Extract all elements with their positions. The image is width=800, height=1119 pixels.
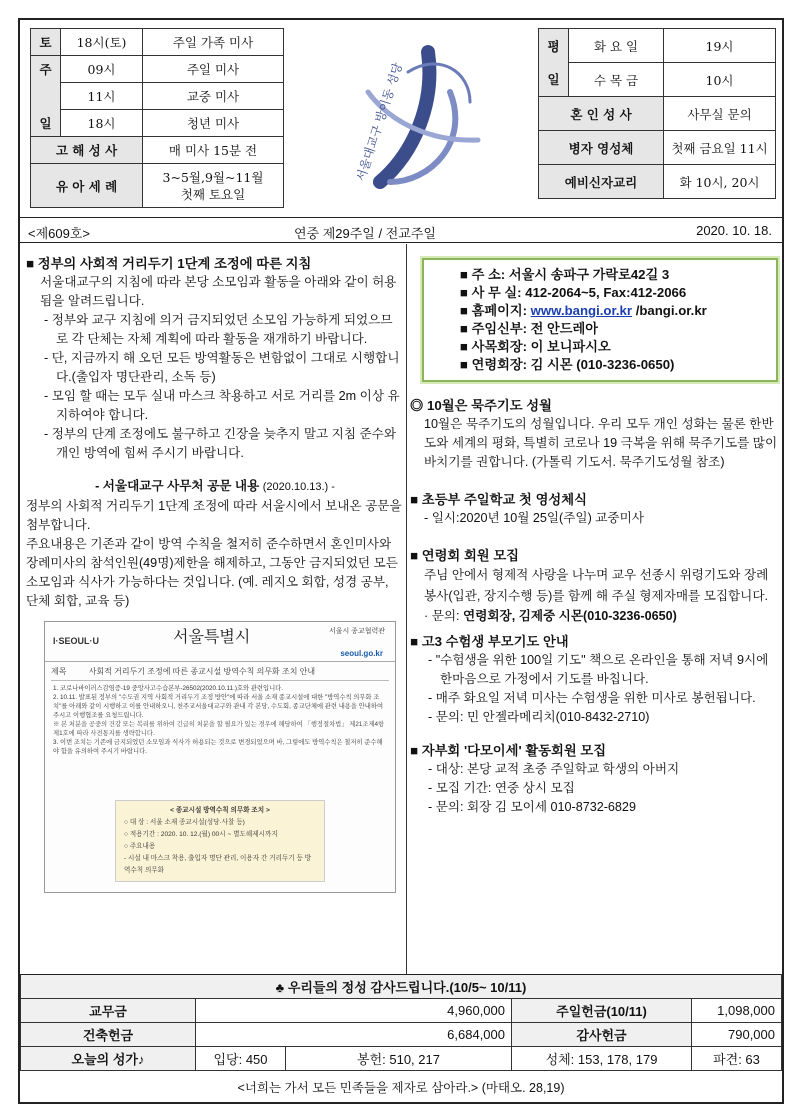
rosary-text: 10월은 묵주기도의 성월입니다. 우리 모두 개인 성화는 물론 한반도와 세계의 평화, 특별히 코로나 19 극복을 위해 묵주기도를 많이 바치기를 권합니다. (가톨릭 기도서. 묵주기도성월 참조) bbox=[424, 417, 778, 469]
hymn-entry: 입당: 450 bbox=[196, 1047, 286, 1071]
catechism-label: 예비신자교리 bbox=[539, 165, 664, 199]
exam-prayer-item: - 매주 화요일 저녁 미사는 수험생을 위한 미사로 봉헌됩니다. bbox=[428, 691, 756, 705]
offering-label: 건축헌금 bbox=[21, 1023, 196, 1047]
day-sun-top: 주 bbox=[31, 56, 61, 83]
offering-value: 1,098,000 bbox=[692, 999, 782, 1023]
contact-row bbox=[460, 356, 766, 374]
exam-prayer-item: - 문의: 민 안젤라메리치(010-8432-2710) bbox=[428, 710, 650, 724]
contact-label: ■ 사목회장: bbox=[460, 339, 527, 354]
time-cell: 11시 bbox=[61, 83, 143, 110]
offering-value: 790,000 bbox=[692, 1023, 782, 1047]
infant-baptism-value bbox=[143, 164, 284, 208]
yeonryeong-contact: 연령회장, 김제중 시몬(010-3236-0650) bbox=[463, 609, 677, 623]
diocese-notice-date: (2020.10.13.) - bbox=[262, 481, 335, 493]
notice-box-line: ○ 주요내용 bbox=[124, 843, 156, 850]
offering-title: ♣ 우리들의 정성 감사드립니다.(10/5~ 10/11) bbox=[21, 975, 782, 999]
seoul-city-title: 서울특별시 bbox=[173, 629, 251, 646]
left-column bbox=[26, 254, 404, 893]
confession-value: 매 미사 15분 전 bbox=[143, 137, 284, 164]
notice-body bbox=[53, 684, 387, 756]
contact-label: ■ 주임신부: bbox=[460, 321, 527, 336]
notice-subject: 사회적 거리두기 조정에 따른 종교시설 방역수칙 의무화 조치 안내 bbox=[88, 667, 316, 676]
right-column bbox=[410, 254, 780, 817]
yeonryeong-text: 주님 안에서 형제적 사랑을 나누며 교우 선종시 위령기도와 장례봉사(입관, 장지수행 등)를 함께 해 주실 형제자매를 모집합니다. bbox=[424, 568, 769, 603]
logo-text: 서울대교구 방이동 성당 bbox=[353, 61, 406, 183]
weekday-label-bottom: 일 bbox=[539, 63, 569, 97]
notice-box-line: - 시설 내 마스크 착용, 출입자 명단 관리, 이용자 간 거리두기 등 방역수칙 의무화 bbox=[124, 855, 312, 874]
fathers-club-title: ■ 자부회 '다모이세' 활동회원 모집 bbox=[410, 743, 607, 758]
day-sun-mid bbox=[31, 83, 61, 110]
first-communion-text: - 일시:2020년 10월 25일(주일) 교중미사 bbox=[424, 511, 644, 525]
distancing-item: - 모임 할 때는 모두 실내 마스크 착용하고 서로 거리를 2m 이상 유지하여야 합니다. bbox=[44, 389, 400, 422]
contact-row bbox=[460, 320, 766, 338]
hymns-label: 오늘의 성가♪ bbox=[21, 1047, 196, 1071]
contact-label: ■ 사 무 실: bbox=[460, 285, 522, 300]
offering-label: 교무금 bbox=[21, 999, 196, 1023]
exam-prayer-title: ■ 고3 수험생 부모기도 안내 bbox=[410, 634, 569, 649]
weekday-day: 화 요 일 bbox=[569, 29, 664, 63]
day-sun-bottom: 일 bbox=[31, 110, 61, 137]
seoul-web: seoul.go.kr bbox=[340, 649, 383, 658]
time-cell: 18시 bbox=[61, 110, 143, 137]
mass-cell: 주일 가족 미사 bbox=[143, 29, 284, 56]
weekday-time: 19시 bbox=[664, 29, 776, 63]
notice-box-line: ○ 적용기간 : 2020. 10. 12.(월) 00시 ~ 별도해제시까지 bbox=[124, 831, 278, 838]
sick-communion-value: 첫째 금요일 11시 bbox=[664, 131, 776, 165]
diocese-notice-text: 주요내용은 기존과 같이 방역 수칙을 철저히 준수하면서 혼인미사와 장례미사의 참석인원(49명)제한을 해제하고, 그동안 금지되었던 모든 소모임과 식사가 가능하다는 것입니다. (예. 레지오 회합, 성경 공부, 단체 회합, 교육 등) bbox=[26, 537, 398, 608]
time-cell: 09시 bbox=[61, 56, 143, 83]
contact-value: /bangi.or.kr bbox=[635, 303, 707, 318]
mass-cell: 교중 미사 bbox=[143, 83, 284, 110]
notice-line: 3. 이번 조치는 기존에 금지되었던 소모임과 식사가 허용되는 것으로 변경되었으며 바, 그렇에도 방역수칙은 철저히 준수해야 함을 유의하여 주시기 바랍니다. bbox=[53, 739, 383, 755]
exam-prayer-item: - "수험생을 위한 100일 기도" 책으로 온라인을 통해 저녁 9시에 한마음으로 가정에서 기도를 바칩니다. bbox=[428, 653, 769, 686]
infant-baptism-label: 유 아 세 례 bbox=[31, 164, 143, 208]
hymn-offertory: 봉헌: 510, 217 bbox=[286, 1047, 512, 1071]
hymn-dismissal: 파견: 63 bbox=[692, 1047, 782, 1071]
seoul-dept: 서울시 종교협력관 bbox=[328, 628, 385, 635]
distancing-intro: 서울대교구의 지침에 따라 본당 소모임과 활동을 아래와 같이 허용됨을 알려드립니다. bbox=[40, 275, 397, 308]
offering-value: 6,684,000 bbox=[196, 1023, 512, 1047]
sunday-title: 연중 제29주일 / 전교주일 bbox=[294, 226, 436, 241]
marriage-label: 혼 인 성 사 bbox=[539, 97, 664, 131]
marriage-value: 사무실 문의 bbox=[664, 97, 776, 131]
distancing-item: - 정부와 교구 지침에 의거 금지되었던 소모임 가능하게 되었으므로 각 단체는 자체 계획에 따라 활동을 재개하기 바랍니다. bbox=[44, 313, 393, 346]
issue-info-bar bbox=[20, 217, 782, 243]
yeonryeong-section bbox=[410, 546, 780, 626]
fathers-club-item: - 문의: 회장 김 모이세 010-8732-6829 bbox=[428, 800, 636, 814]
contact-row bbox=[460, 266, 766, 284]
seoul-city-notice-image bbox=[44, 621, 396, 893]
contact-value: 김 시몬 (010-3236-0650) bbox=[530, 357, 675, 372]
contact-row bbox=[460, 338, 766, 356]
hymn-communion: 성체: 153, 178, 179 bbox=[512, 1047, 692, 1071]
weekday-schedule bbox=[538, 28, 776, 199]
distancing-item: - 단, 지금까지 해 오던 모든 방역활동은 변함없이 그대로 시행합니다.(출입자 명단관리, 소독 등) bbox=[44, 351, 400, 384]
fathers-club-item: - 모집 기간: 연중 상시 모집 bbox=[428, 781, 575, 795]
distancing-title: ■ 정부의 사회적 거리두기 1단계 조정에 따른 지침 bbox=[26, 256, 312, 271]
exam-prayer-section bbox=[410, 632, 780, 727]
notice-subject-label: 제목 bbox=[51, 667, 67, 676]
contact-row bbox=[460, 284, 766, 302]
confession-label: 고 해 성 사 bbox=[31, 137, 143, 164]
issue-number: <제609호> bbox=[28, 226, 90, 241]
contact-label: ■ 홈페이지: bbox=[460, 303, 527, 318]
mass-cell: 청년 미사 bbox=[143, 110, 284, 137]
diocese-notice-text: 정부의 사회적 거리두기 1단계 조정에 따라 서울시에서 보내온 공문을 첨부합니다. bbox=[26, 499, 402, 532]
notice-measures-box bbox=[115, 800, 325, 882]
yeonryeong-title: ■ 연령회 회원 모집 bbox=[410, 548, 520, 563]
rosary-title: ◎ 10월은 묵주기도 성월 bbox=[410, 398, 552, 413]
parish-contact-box bbox=[422, 258, 778, 382]
issue-date: 2020. 10. 18. bbox=[696, 223, 772, 238]
contact-value: 412-2064~5, Fax:412-2066 bbox=[525, 285, 687, 300]
notice-box-title: < 종교시설 방역수칙 의무화 조치 > bbox=[170, 807, 270, 814]
sunday-mass-schedule bbox=[30, 28, 284, 208]
scripture-quote: <너희는 가서 모든 민족들을 제자로 삼아라.> (마태오. 28,19) bbox=[237, 1081, 565, 1095]
column-divider bbox=[406, 244, 407, 974]
notice-header bbox=[45, 622, 395, 662]
offering-table bbox=[20, 974, 782, 1071]
yeonryeong-contact-row bbox=[410, 607, 780, 626]
infant-value-line: 3~5월,9월~11월 bbox=[162, 169, 264, 185]
infant-value-line: 첫째 토요일 bbox=[180, 186, 246, 202]
yeonryeong-contact-label: · 문의: bbox=[424, 609, 460, 623]
contact-row bbox=[460, 302, 766, 320]
day-sat: 토 bbox=[31, 29, 61, 56]
distancing-item: - 정부의 단계 조정에도 불구하고 긴장을 늦추지 말고 지침 준수와 개인 방역에 힘써 주시기 바랍니다. bbox=[44, 427, 396, 460]
fathers-club-section bbox=[410, 741, 780, 817]
weekday-day: 수 목 금 bbox=[569, 63, 664, 97]
first-communion-section bbox=[410, 490, 780, 528]
first-communion-title: ■ 초등부 주일학교 첫 영성체식 bbox=[410, 492, 587, 507]
rosary-section bbox=[410, 396, 780, 472]
sick-communion-label: 병자 영성체 bbox=[539, 131, 664, 165]
offering-value: 4,960,000 bbox=[196, 999, 512, 1023]
homepage-link[interactable]: www.bangi.or.kr bbox=[530, 303, 633, 318]
offering-label: 주일헌금(10/11) bbox=[512, 999, 692, 1023]
contact-value: 전 안드레아 bbox=[530, 321, 599, 336]
notice-subject-row bbox=[51, 666, 389, 681]
notice-line: 2. 10.11. 발표된 정부의 "수도권 지역 사회적 거리두기 조정 방안"에 따라 서울 소재 종교시설에 대한 "방역수칙 의무화 조치"를 아래와 같이 시행하고 이를 안내하오니, 천주교서울대교구와 관내 각 본당, 수도회, 종교단체에 관련 내용을 안내하여 주시고 이행협조를 요청드립니다. bbox=[53, 694, 384, 719]
diocese-notice-heading bbox=[26, 477, 404, 497]
diocese-notice-title: - 서울대교구 사무처 공문 내용 bbox=[95, 479, 260, 493]
bulletin-page bbox=[18, 18, 784, 1104]
weekday-label-top: 평 bbox=[539, 29, 569, 63]
fathers-club-item: - 대상: 본당 교적 초중 주일학교 학생의 아버지 bbox=[428, 762, 680, 776]
notice-box-line: ○ 대 상 : 서울 소재 종교시설(성당·사찰 등) bbox=[124, 819, 245, 826]
time-cell: 18시(토) bbox=[61, 29, 143, 56]
contact-value: 이 보니파시오 bbox=[530, 339, 611, 354]
notice-line: ※ 본 처분을 공중의 건강 또는 복리를 위하여 긴급히 처분을 할 필요가 있는 경우에 해당하여 「행정절차법」 제21조제4항제1호에 따라 사전통지를 생략합니다. bbox=[53, 721, 385, 737]
seoul-brand: I·SEOUL·U bbox=[53, 636, 99, 646]
offering-label: 감사헌금 bbox=[512, 1023, 692, 1047]
notice-line: 1. 코로나바이러스감염증-19 중앙사고수습본부-26502(2020.10.11.)호와 관련입니다. bbox=[53, 685, 284, 692]
contact-value: 서울시 송파구 가락로42길 3 bbox=[508, 267, 670, 282]
parish-logo bbox=[320, 32, 490, 202]
catechism-value: 화 10시, 20시 bbox=[664, 165, 776, 199]
weekday-time: 10시 bbox=[664, 63, 776, 97]
contact-label: ■ 연령회장: bbox=[460, 357, 527, 372]
mass-cell: 주일 미사 bbox=[143, 56, 284, 83]
contact-label: ■ 주 소: bbox=[460, 267, 506, 282]
